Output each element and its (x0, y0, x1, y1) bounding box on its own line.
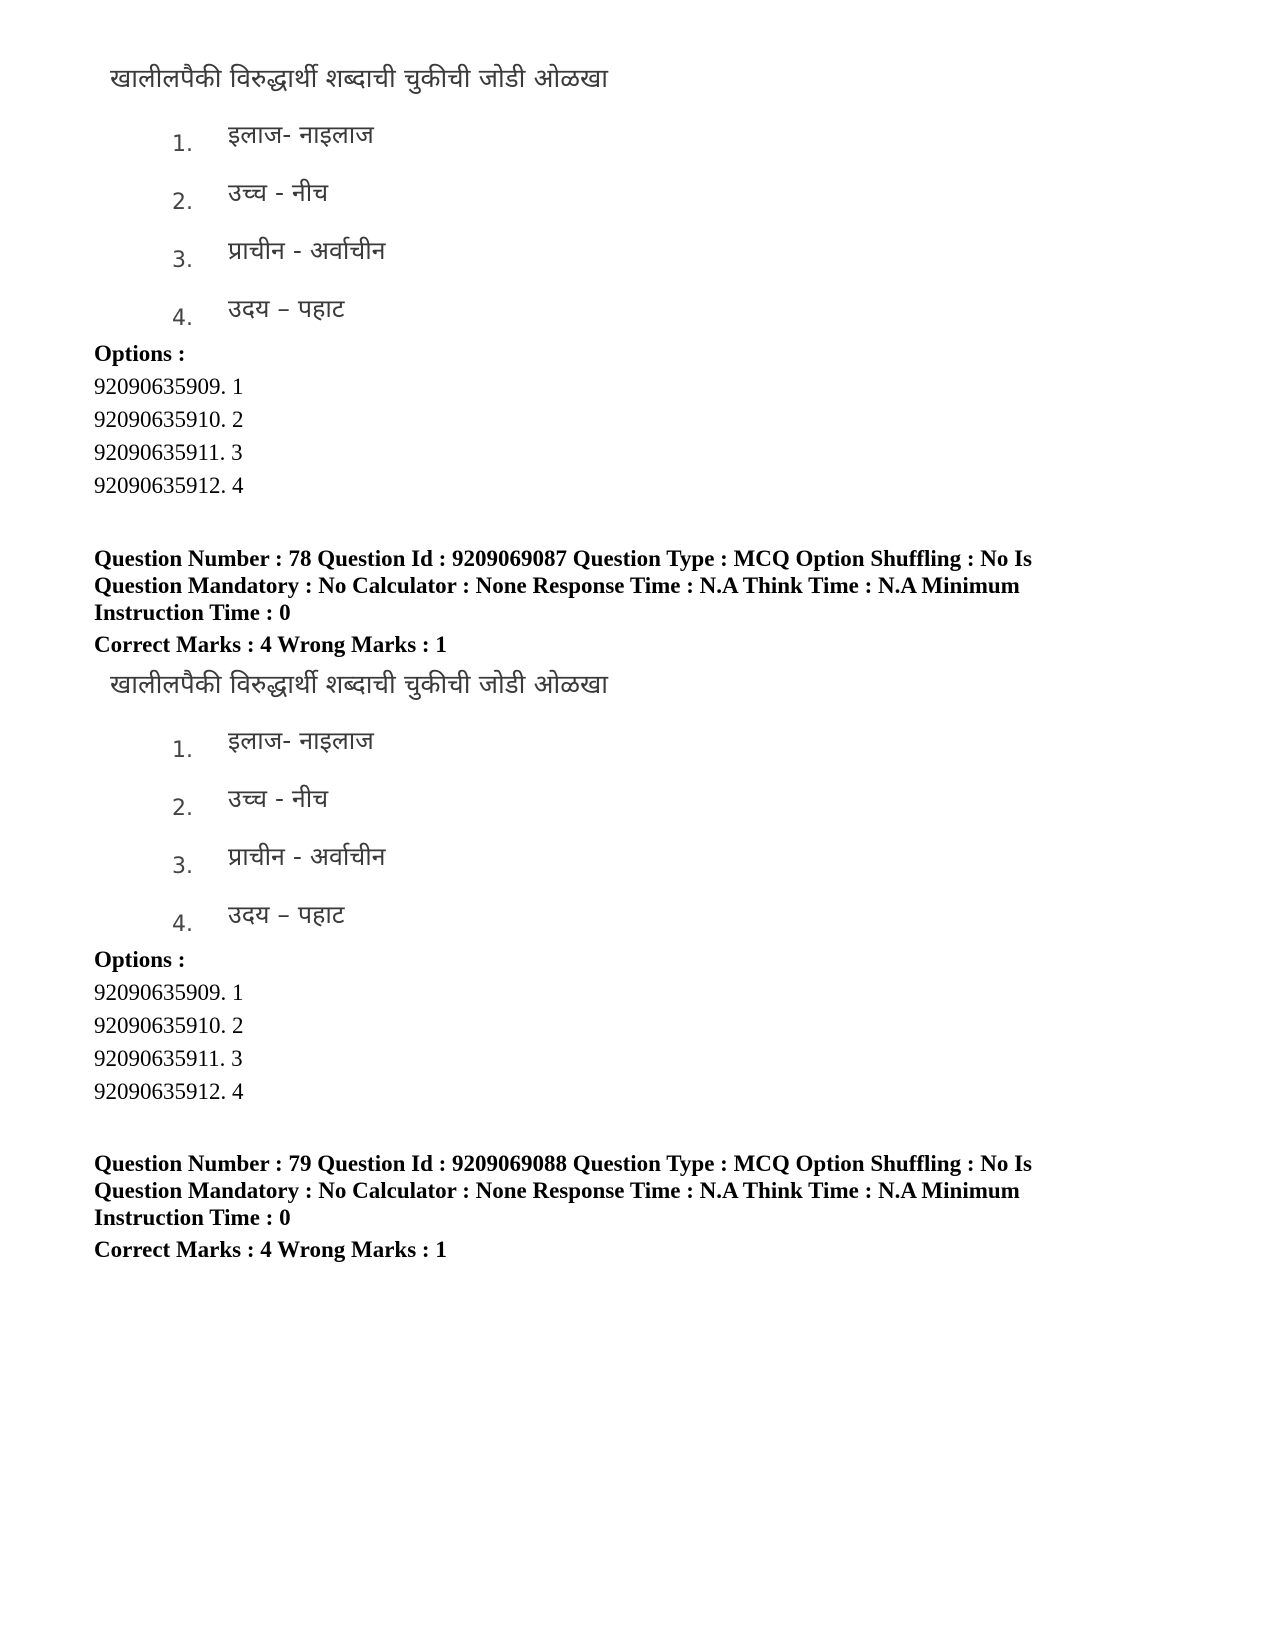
item-number: 4. (172, 912, 193, 937)
option-line: 92090635912. 4 (94, 473, 244, 498)
item-text: उच्च - नीच (228, 178, 329, 207)
item-text: उदय – पहाट (228, 900, 345, 929)
item-text: इलाज- नाइलाज (228, 726, 374, 755)
meta-line: Question Number : 78 Question Id : 9209069087 Question Type : MCQ Option Shuffling : No Is (94, 546, 1033, 571)
item-number: 4. (172, 306, 193, 331)
list-item (110, 234, 810, 292)
item-text: प्राचीन - अर्वाचीन (228, 842, 386, 871)
list-item (110, 782, 810, 840)
option-line: 92090635910. 2 (94, 407, 244, 432)
item-number: 1. (172, 738, 193, 763)
answer-pair-list (110, 118, 810, 350)
option-line: 92090635909. 1 (94, 980, 244, 1005)
meta-line: Question Mandatory : No Calculator : None Response Time : N.A Think Time : N.A Minimum (94, 573, 1020, 598)
options-block (94, 946, 1194, 1108)
question-meta (94, 1150, 1194, 1263)
item-text: इलाज- नाइलाज (228, 120, 374, 149)
item-text: प्राचीन - अर्वाचीन (228, 236, 386, 265)
question-image (110, 668, 810, 956)
options-label: Options : (94, 341, 186, 366)
question-stem: खालीलपैकी विरुद्धार्थी शब्दाची चुकीची जोडी ओळखा (110, 64, 608, 94)
item-text: उदय – पहाट (228, 294, 345, 323)
list-item (110, 724, 810, 782)
question-image (110, 62, 810, 350)
question-stem: खालीलपैकी विरुद्धार्थी शब्दाची चुकीची जोडी ओळखा (110, 670, 608, 700)
option-line: 92090635909. 1 (94, 374, 244, 399)
meta-line: Question Mandatory : No Calculator : None Response Time : N.A Think Time : N.A Minimum (94, 1178, 1020, 1203)
item-number: 2. (172, 796, 193, 821)
option-line: 92090635912. 4 (94, 1079, 244, 1104)
list-item (110, 840, 810, 898)
option-line: 92090635911. 3 (94, 1046, 243, 1071)
meta-line: Question Number : 79 Question Id : 9209069088 Question Type : MCQ Option Shuffling : No Is (94, 1151, 1033, 1176)
list-item (110, 176, 810, 234)
option-line: 92090635911. 3 (94, 440, 243, 465)
item-number: 1. (172, 132, 193, 157)
option-line: 92090635910. 2 (94, 1013, 244, 1038)
item-number: 3. (172, 248, 193, 273)
item-number: 3. (172, 854, 193, 879)
marks-line: Correct Marks : 4 Wrong Marks : 1 (94, 1237, 447, 1262)
options-label: Options : (94, 947, 186, 972)
marks-line: Correct Marks : 4 Wrong Marks : 1 (94, 632, 447, 657)
meta-line: Instruction Time : 0 (94, 600, 291, 625)
meta-line: Instruction Time : 0 (94, 1205, 291, 1230)
answer-pair-list (110, 724, 810, 956)
item-text: उच्च - नीच (228, 784, 329, 813)
item-number: 2. (172, 190, 193, 215)
question-meta (94, 545, 1194, 658)
options-block (94, 340, 1194, 502)
list-item (110, 118, 810, 176)
